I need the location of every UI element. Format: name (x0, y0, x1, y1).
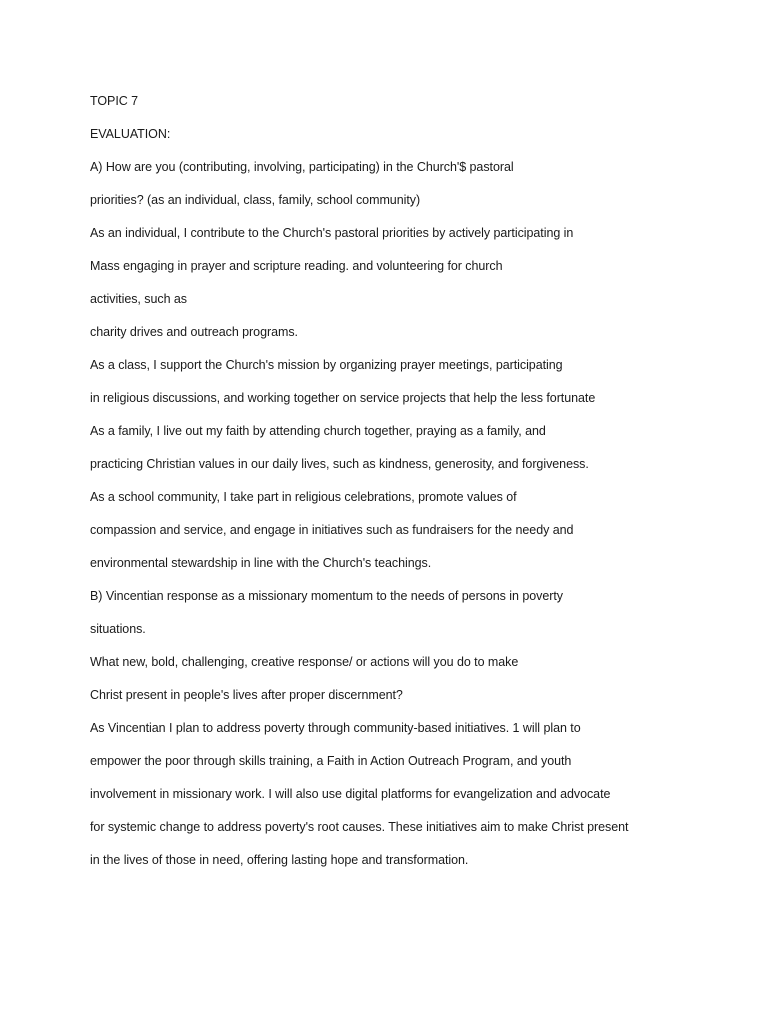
answer-school-line-2: compassion and service, and engage in initiatives such as fundraisers for the needy and (90, 523, 574, 537)
answer-b-line-3: involvement in missionary work. I will also use digital platforms for evangelization and advocate (90, 787, 611, 801)
question-a-line-2: priorities? (as an individual, class, family, school community) (90, 193, 421, 207)
answer-individual-line-3: activities, such as (90, 292, 188, 306)
answer-family-line-2: practicing Christian values in our daily lives, such as kindness, generosity, and forgiveness. (90, 457, 589, 471)
answer-class-line-1: As a class, I support the Church's mission by organizing prayer meetings, participating (90, 358, 563, 372)
question-a-line-1: A) How are you (contributing, involving, participating) in the Church'$ pastoral (90, 160, 514, 174)
answer-b-line-5: in the lives of those in need, offering lasting hope and transformation. (90, 853, 469, 867)
question-b-line-2: situations. (90, 622, 146, 636)
document-body (90, 93, 690, 885)
answer-individual-line-1: As an individual, I contribute to the Church's pastoral priorities by actively participating in (90, 226, 574, 240)
answer-school-line-1: As a school community, I take part in religious celebrations, promote values of (90, 490, 517, 504)
answer-b-line-1: As Vincentian I plan to address poverty through community-based initiatives. 1 will plan to (90, 721, 581, 735)
answer-class-line-2: in religious discussions, and working together on service projects that help the less fortunate (90, 391, 596, 405)
answer-b-line-4: for systemic change to address poverty's root causes. These initiatives aim to make Christ present (90, 820, 629, 834)
evaluation-heading: EVALUATION: (90, 127, 171, 141)
topic-heading: TOPIC 7 (90, 94, 139, 108)
answer-family-line-1: As a family, I live out my faith by attending church together, praying as a family, and (90, 424, 546, 438)
question-b-line-4: Christ present in people's lives after proper discernment? (90, 688, 403, 702)
answer-individual-line-4: charity drives and outreach programs. (90, 325, 298, 339)
answer-b-line-2: empower the poor through skills training, a Faith in Action Outreach Program, and youth (90, 754, 572, 768)
answer-school-line-3: environmental stewardship in line with the Church's teachings. (90, 556, 432, 570)
question-b-line-3: What new, bold, challenging, creative response/ or actions will you do to make (90, 655, 519, 669)
answer-individual-line-2: Mass engaging in prayer and scripture reading. and volunteering for church (90, 259, 503, 273)
question-b-line-1: B) Vincentian response as a missionary momentum to the needs of persons in poverty (90, 589, 564, 603)
